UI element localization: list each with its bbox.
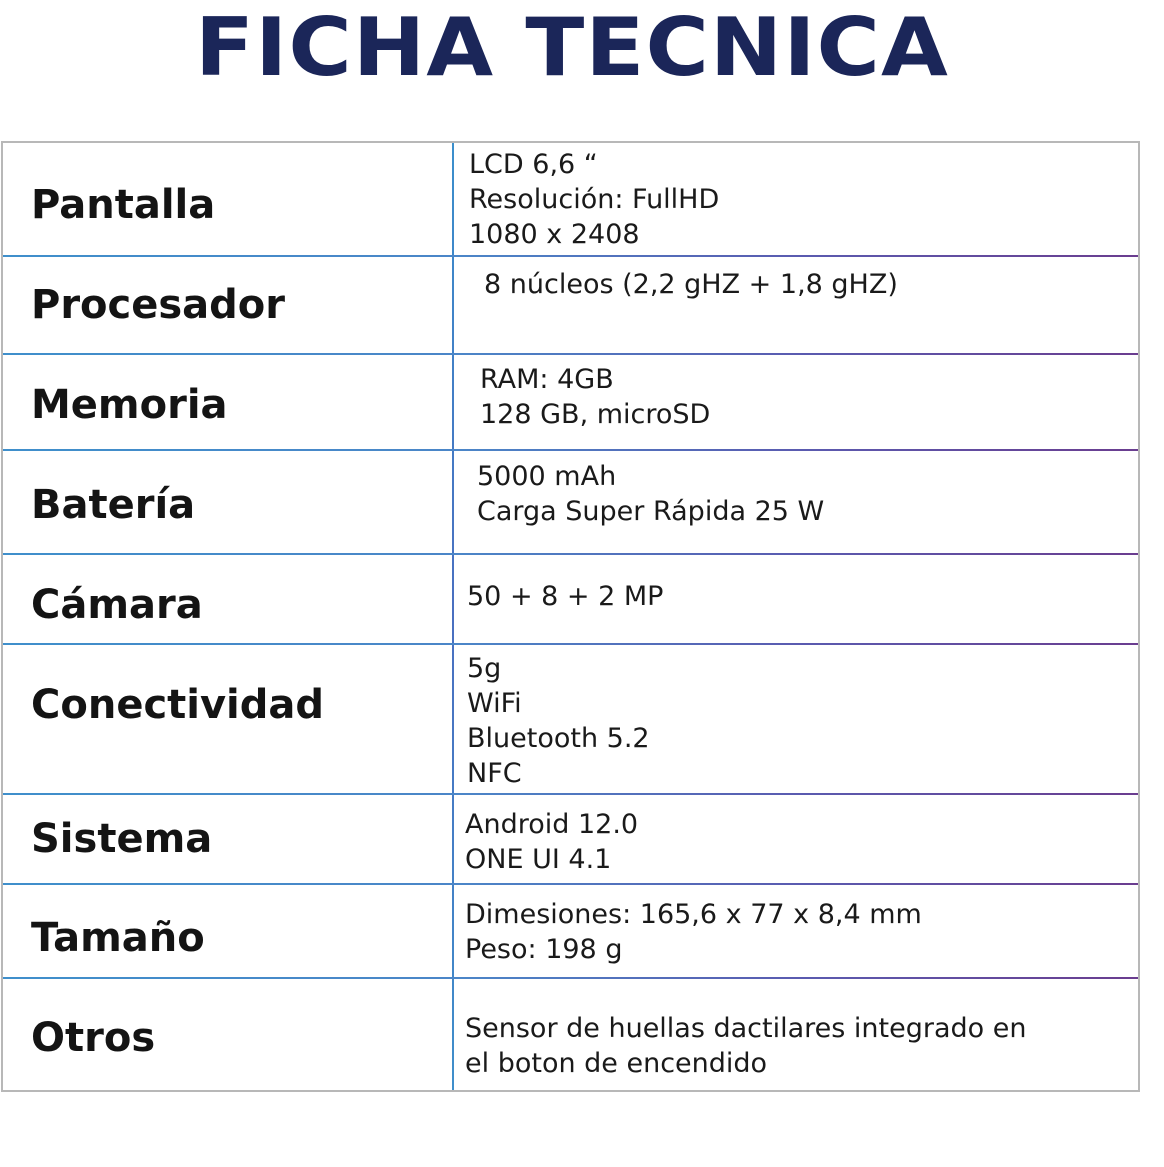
spec-value-line: 8 núcleos (2,2 gHZ + 1,8 gHZ): [484, 269, 898, 300]
spec-value-bateria: [477, 459, 824, 529]
spec-value-line: WiFi: [467, 688, 522, 719]
spec-label-procesador: Procesador: [31, 282, 286, 328]
spec-label-otros: Otros: [31, 1015, 156, 1061]
spec-value-line: 1080 x 2408: [469, 219, 640, 250]
spec-label-pantalla: Pantalla: [31, 182, 216, 228]
spec-value-line: Carga Super Rápida 25 W: [477, 496, 825, 527]
spec-value-line: 5g: [467, 653, 502, 684]
column-divider: [452, 143, 454, 1090]
spec-value-pantalla: [469, 147, 719, 252]
spec-value-line: LCD 6,6 “: [469, 149, 598, 180]
row-separator: [3, 793, 1138, 795]
row-separator: [3, 883, 1138, 885]
row-separator: [3, 449, 1138, 451]
spec-value-line: Sensor de huellas dactilares integrado en: [465, 1013, 1027, 1044]
spec-value-tamano: [465, 897, 922, 967]
spec-value-line: Resolución: FullHD: [469, 184, 720, 215]
row-separator: [3, 553, 1138, 555]
row-separator: [3, 353, 1138, 355]
page-title: FICHA TECNICA: [195, 1, 949, 94]
spec-label-camara: Cámara: [31, 582, 203, 628]
spec-value-procesador: [484, 267, 898, 302]
spec-value-camara: [467, 579, 663, 614]
spec-label-sistema: Sistema: [31, 816, 213, 862]
spec-value-line: Dimesiones: 165,6 x 77 x 8,4 mm: [465, 899, 922, 930]
spec-value-line: RAM: 4GB: [480, 364, 614, 395]
spec-value-line: ONE UI 4.1: [465, 844, 612, 875]
spec-value-line: Bluetooth 5.2: [467, 723, 650, 754]
spec-value-otros: [465, 1011, 1027, 1081]
spec-label-bateria: Batería: [31, 482, 196, 528]
row-separator: [3, 643, 1138, 645]
spec-label-tamano: Tamaño: [31, 915, 205, 961]
spec-value-conectividad: [467, 651, 650, 791]
row-separator: [3, 255, 1138, 257]
spec-table: [1, 141, 1140, 1092]
spec-value-memoria: [480, 362, 710, 432]
spec-value-line: el boton de encendido: [465, 1048, 768, 1079]
row-separator: [3, 977, 1138, 979]
spec-value-line: Peso: 198 g: [465, 934, 623, 965]
spec-label-conectividad: Conectividad: [31, 682, 325, 728]
spec-label-memoria: Memoria: [31, 382, 228, 428]
spec-value-sistema: [465, 807, 638, 877]
spec-value-line: 5000 mAh: [477, 461, 617, 492]
spec-value-line: NFC: [467, 758, 522, 789]
spec-value-line: 128 GB, microSD: [480, 399, 711, 430]
spec-value-line: Android 12.0: [465, 809, 639, 840]
spec-value-line: 50 + 8 + 2 MP: [467, 581, 664, 612]
